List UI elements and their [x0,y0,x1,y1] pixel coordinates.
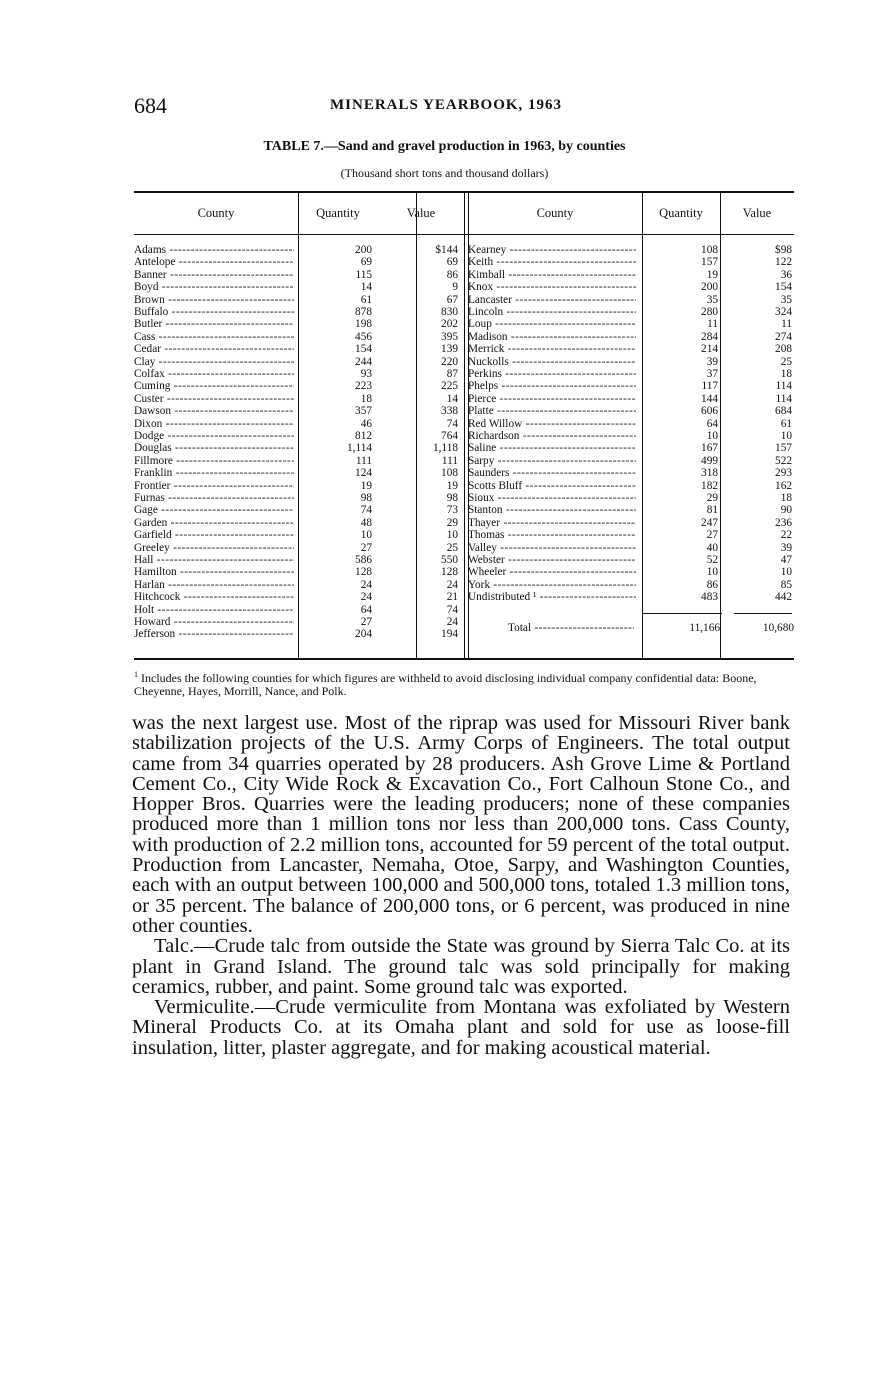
county-name: Cedar ----- [134,343,294,355]
quantity-cell: 204 [355,628,372,641]
page-number: 684 [134,93,167,118]
table-row [134,480,464,492]
value-cell: 9 [452,281,458,294]
value-cell: 194 [441,628,458,641]
value-cell: 162 [775,479,792,492]
table-row [468,405,794,417]
quantity-cell: 198 [355,318,372,331]
value-cell: 128 [441,566,458,579]
county-name: Gage ----- [134,504,294,516]
county-name: Jefferson ----- [134,628,294,640]
table-row [134,418,464,430]
table-row [134,368,464,380]
value-cell: 36 [780,268,792,281]
county-name: Phelps ----- [468,380,636,392]
value-cell: 22 [780,529,792,542]
value-cell: 274 [775,330,792,343]
value-cell: 395 [441,330,458,343]
quantity-cell: 200 [355,244,372,256]
value-cell: 73 [446,504,458,517]
quantity-cell: 19 [360,479,372,492]
table-row [468,418,794,430]
value-cell: 47 [780,554,792,566]
quantity-cell: 64 [360,603,372,616]
county-name: Cass ----- [134,331,294,343]
value-cell: 19 [446,479,458,492]
table-row [468,281,794,293]
table-title [0,139,889,155]
table-row [134,318,464,330]
talc-heading: Talc. [154,935,195,958]
quantity-cell: 35 [706,293,718,306]
body-text [132,713,790,1058]
quantity-cell: 10 [360,529,372,542]
quantity-cell: 18 [360,392,372,405]
table-row [134,281,464,293]
county-name: Merrick ----- [468,343,636,355]
value-cell: 202 [441,318,458,331]
header-value-left: Value [406,206,436,220]
value-cell: 1,118 [433,442,458,455]
value-cell: 10 [446,529,458,542]
value-cell: 338 [441,405,458,418]
quantity-cell: 40 [706,541,718,554]
value-cell: 29 [446,516,458,529]
value-cell: 87 [446,368,458,380]
table-row [468,591,794,603]
county-name: Dixon ----- [134,418,294,430]
table-row [134,269,464,281]
county-name: Webster ----- [468,554,636,566]
value-cell: 24 [446,616,458,628]
county-name: Saline ----- [468,442,636,454]
table-row [468,579,794,591]
quantity-cell: 10 [706,566,718,579]
quantity-cell: 98 [360,492,372,504]
county-name: Kearney ----- [468,244,636,256]
quantity-cell: 27 [360,541,372,554]
quantity-cell: 69 [360,256,372,269]
table-row [134,566,464,578]
table-row [134,467,464,479]
quantity-cell: 19 [706,268,718,281]
header-quantity-right: Quantity [659,206,703,220]
table-row [468,318,794,330]
quantity-cell: 74 [360,504,372,517]
county-name: Furnas ----- [134,492,294,504]
county-name: Banner ----- [134,269,294,281]
county-name: Adams ----- [134,244,294,256]
paragraph-vermiculite [132,997,790,1058]
quantity-cell: 117 [701,380,718,393]
table-row [134,256,464,268]
table-row [134,542,464,554]
table-subtitle: (Thousand short tons and thousand dollars) [340,166,549,180]
vermiculite-text: —Crude vermiculite from Montana was exfoliated by Western Mineral Products Co. at its Omaha plant and sold for use as loose-fill insulation, litter, plaster aggregate, and for making acoustical material. [132,996,790,1059]
quantity-cell: 27 [706,529,718,542]
county-name: Holt ----- [134,604,294,616]
total-row [468,622,794,634]
quantity-cell: 128 [355,566,372,579]
table-row [134,356,464,368]
table-row [134,591,464,603]
table-row [468,343,794,355]
table-row [134,294,464,306]
total-rule-value [734,613,792,614]
table-row [468,480,794,492]
county-name: Boyd ----- [134,281,294,293]
quantity-cell: 37 [706,368,718,380]
value-cell: 764 [441,430,458,442]
total-label: Total ----- [508,622,634,634]
table-row [134,504,464,516]
table-bottom-rule [134,658,794,660]
table-row [468,467,794,479]
quantity-cell: 157 [701,256,718,269]
value-cell: 90 [780,504,792,517]
table-row [134,393,464,405]
value-cell: 18 [780,368,792,380]
value-cell: 14 [446,392,458,405]
value-cell: 139 [441,343,458,356]
header-value-right: Value [742,206,772,220]
value-cell: 98 [446,492,458,504]
table-row [468,331,794,343]
county-name: Saunders ----- [468,467,636,479]
footnote-text: Includes the following counties for which figures are withheld to avoid disclosing individual company confidential data: Boone, Cheyenne, Hayes, Morrill, Nance, and Polk. [134,671,757,698]
header-quantity-left: Quantity [316,206,360,220]
value-cell: 108 [441,467,458,480]
quantity-cell: 284 [701,330,718,343]
value-cell: 324 [775,306,792,318]
table-row [468,517,794,529]
table-row [134,616,464,628]
county-name: Howard ----- [134,616,294,628]
county-name: Thayer ----- [468,517,636,529]
value-cell: 830 [441,306,458,318]
quantity-cell: 115 [355,268,372,281]
county-name: Nuckolls ----- [468,356,636,368]
table-row [468,393,794,405]
county-name: Undistributed ¹ ----- [468,591,636,603]
county-name: York ----- [468,579,636,591]
county-name: Wheeler ----- [468,566,636,578]
county-name: Platte ----- [468,405,636,417]
county-name: Antelope ----- [134,256,294,268]
county-name: Knox ----- [468,281,636,293]
county-name: Red Willow ----- [468,418,636,430]
table-row [468,306,794,318]
table-row [134,604,464,616]
value-cell: 114 [775,380,792,393]
quantity-cell: 247 [701,516,718,529]
quantity-cell: 39 [706,355,718,368]
value-cell: 293 [775,467,792,480]
county-name: Harlan ----- [134,579,294,591]
table-row [134,455,464,467]
value-cell: 10 [780,566,792,579]
county-name: Richardson ----- [468,430,636,442]
paragraph-riprap: was the next largest use. Most of the riprap was used for Missouri River bank stabilization projects of the U.S. Army Corps of Engineers. The total output came from 34 quarries operated by 28 producers. Ash Grove Lime & Portland Cement Co., City Wide Rock & Excavation Co., Fort Calhoun Stone Co., and Hopper Bros. Quarries were the leading producers; none of these companies produced more than 1 million tons nor less than 200,000 tons. Cass County, with production of 2.2 million tons, accounted for 59 percent of the total output. Production from Lancaster, Nemaha, Otoe, Sarpy, and Washington Counties, each with an output between 100,000 and 500,000 tons, totaled 1.3 million tons, or 35 percent. The balance of 200,000 tons, or 6 percent, was produced in nine other counties. [132,712,790,937]
county-name: Scotts Bluff ----- [468,480,636,492]
county-name: Madison ----- [468,331,636,343]
quantity-cell: 24 [360,591,372,604]
quantity-cell: 81 [706,504,718,517]
county-name: Keith ----- [468,256,636,268]
table-row [134,244,464,256]
quantity-cell: 14 [360,281,372,294]
quantity-cell: 167 [701,442,718,455]
table-row [468,294,794,306]
quantity-cell: 182 [701,479,718,492]
header-county-right: County [536,206,574,220]
table-row [134,529,464,541]
county-name: Perkins ----- [468,368,636,380]
footnote-mark: 1 [134,670,138,679]
value-cell: 74 [446,603,458,616]
quantity-cell: 48 [360,516,372,529]
running-head: MINERALS YEARBOOK, 1963 [330,97,563,113]
quantity-cell: 456 [355,330,372,343]
table-title-suffix: by counties [558,139,626,154]
table-row [134,306,464,318]
value-cell: 21 [446,591,458,604]
value-cell: 442 [775,591,792,604]
production-table [134,191,794,661]
quantity-cell: 214 [701,343,718,356]
county-name: Buffalo ----- [134,306,294,318]
county-name: Greeley ----- [134,542,294,554]
county-name: Franklin ----- [134,467,294,479]
table-row [468,380,794,392]
quantity-cell: 1,114 [347,442,372,455]
county-name: Custer ----- [134,393,294,405]
county-name: Sarpy ----- [468,455,636,467]
table-row [468,504,794,516]
table-row [134,343,464,355]
county-name: Frontier ----- [134,480,294,492]
quantity-cell: 11 [707,318,718,331]
total-quantity: 11,166 [689,622,720,634]
table-row [468,430,794,442]
quantity-cell: 606 [701,405,718,418]
county-name: Thomas ----- [468,529,636,541]
value-cell: 86 [446,268,458,281]
table-row [468,566,794,578]
county-name: Clay ----- [134,356,294,368]
value-cell: 24 [446,578,458,591]
table-row [134,442,464,454]
value-cell: 10 [780,430,792,442]
value-cell: 157 [775,442,792,455]
quantity-cell: 280 [701,306,718,318]
table-title-prefix: TABLE 7.—Sand and gravel production in 1963, [263,139,555,154]
county-name: Lancaster ----- [468,294,636,306]
table-row [468,356,794,368]
vermiculite-heading: Vermiculite. [154,996,255,1019]
county-name: Stanton ----- [468,504,636,516]
table-row [468,368,794,380]
value-cell: 11 [781,318,792,331]
quantity-cell: 586 [355,554,372,566]
value-cell: 208 [775,343,792,356]
county-name: Hitchcock ----- [134,591,294,603]
table-footnote [134,668,794,698]
county-name: Lincoln ----- [468,306,636,318]
quantity-cell: 86 [706,578,718,591]
county-name: Valley ----- [468,542,636,554]
value-cell: 684 [775,405,792,418]
value-cell: 61 [780,417,792,430]
value-cell: 25 [780,355,792,368]
quantity-cell: 483 [701,591,718,604]
table-row [134,405,464,417]
table-row [134,554,464,566]
value-cell: 114 [775,392,792,405]
table-row [134,380,464,392]
quantity-cell: 27 [360,616,372,628]
value-cell: $98 [775,244,792,256]
quantity-cell: 154 [355,343,372,356]
value-cell: 69 [446,256,458,269]
value-cell: 550 [441,554,458,566]
quantity-cell: 223 [355,380,372,393]
county-name: Douglas ----- [134,442,294,454]
paragraph-talc [132,936,790,997]
county-name: Loup ----- [468,318,636,330]
table-row [134,517,464,529]
county-name: Colfax ----- [134,368,294,380]
value-cell: 67 [446,293,458,306]
quantity-cell: 111 [355,454,372,467]
quantity-cell: 812 [355,430,372,442]
value-cell: 154 [775,281,792,294]
column-rule [464,193,465,658]
county-name: Brown ----- [134,294,294,306]
county-name: Butler ----- [134,318,294,330]
total-value: 10,680 [762,622,794,634]
value-cell: 35 [780,293,792,306]
quantity-cell: 29 [706,492,718,504]
table-row [468,542,794,554]
talc-text: —Crude talc from outside the State was ground by Sierra Talc Co. at its plant in Grand Island. The ground talc was sold principally for making ceramics, rubber, and paint. Some ground talc was exported. [132,935,790,998]
county-name: Garfield ----- [134,529,294,541]
total-rule-quantity [642,613,722,614]
table-row [134,492,464,504]
quantity-cell: 124 [355,467,372,480]
quantity-cell: 499 [701,454,718,467]
county-name: Dodge ----- [134,430,294,442]
table-row [134,628,464,640]
quantity-cell: 61 [360,293,372,306]
value-cell: 18 [780,492,792,504]
quantity-cell: 108 [701,244,718,256]
quantity-cell: 318 [701,467,718,480]
value-cell: 220 [441,355,458,368]
value-cell: 74 [446,417,458,430]
table-row [134,579,464,591]
county-name: Pierce ----- [468,393,636,405]
quantity-cell: 64 [706,417,718,430]
header-county-left: County [197,206,235,220]
value-cell: 225 [441,380,458,393]
county-name: Cuming ----- [134,380,294,392]
value-cell: 111 [441,454,458,467]
quantity-cell: 10 [706,430,718,442]
value-cell: 39 [780,541,792,554]
county-name: Kimball ----- [468,269,636,281]
value-cell: 522 [775,454,792,467]
table-row [134,430,464,442]
value-cell: 85 [780,578,792,591]
table-row [468,269,794,281]
table-row [468,492,794,504]
value-cell: 236 [775,516,792,529]
quantity-cell: 357 [355,405,372,418]
table-row [468,256,794,268]
table-row [468,442,794,454]
table-row [468,554,794,566]
table-row [468,529,794,541]
quantity-cell: 200 [701,281,718,294]
county-name: Hamilton ----- [134,566,294,578]
value-cell: 122 [775,256,792,269]
county-name: Hall ----- [134,554,294,566]
table-row [468,455,794,467]
quantity-cell: 93 [360,368,372,380]
quantity-cell: 46 [360,417,372,430]
county-name: Dawson ----- [134,405,294,417]
quantity-cell: 878 [355,306,372,318]
value-cell: $144 [435,244,458,256]
quantity-cell: 24 [360,578,372,591]
county-name: Garden ----- [134,517,294,529]
value-cell: 25 [446,541,458,554]
county-name: Sioux ----- [468,492,636,504]
quantity-cell: 144 [701,392,718,405]
quantity-cell: 244 [355,355,372,368]
quantity-cell: 52 [706,554,718,566]
county-name: Fillmore ----- [134,455,294,467]
table-row [134,331,464,343]
table-row [468,244,794,256]
